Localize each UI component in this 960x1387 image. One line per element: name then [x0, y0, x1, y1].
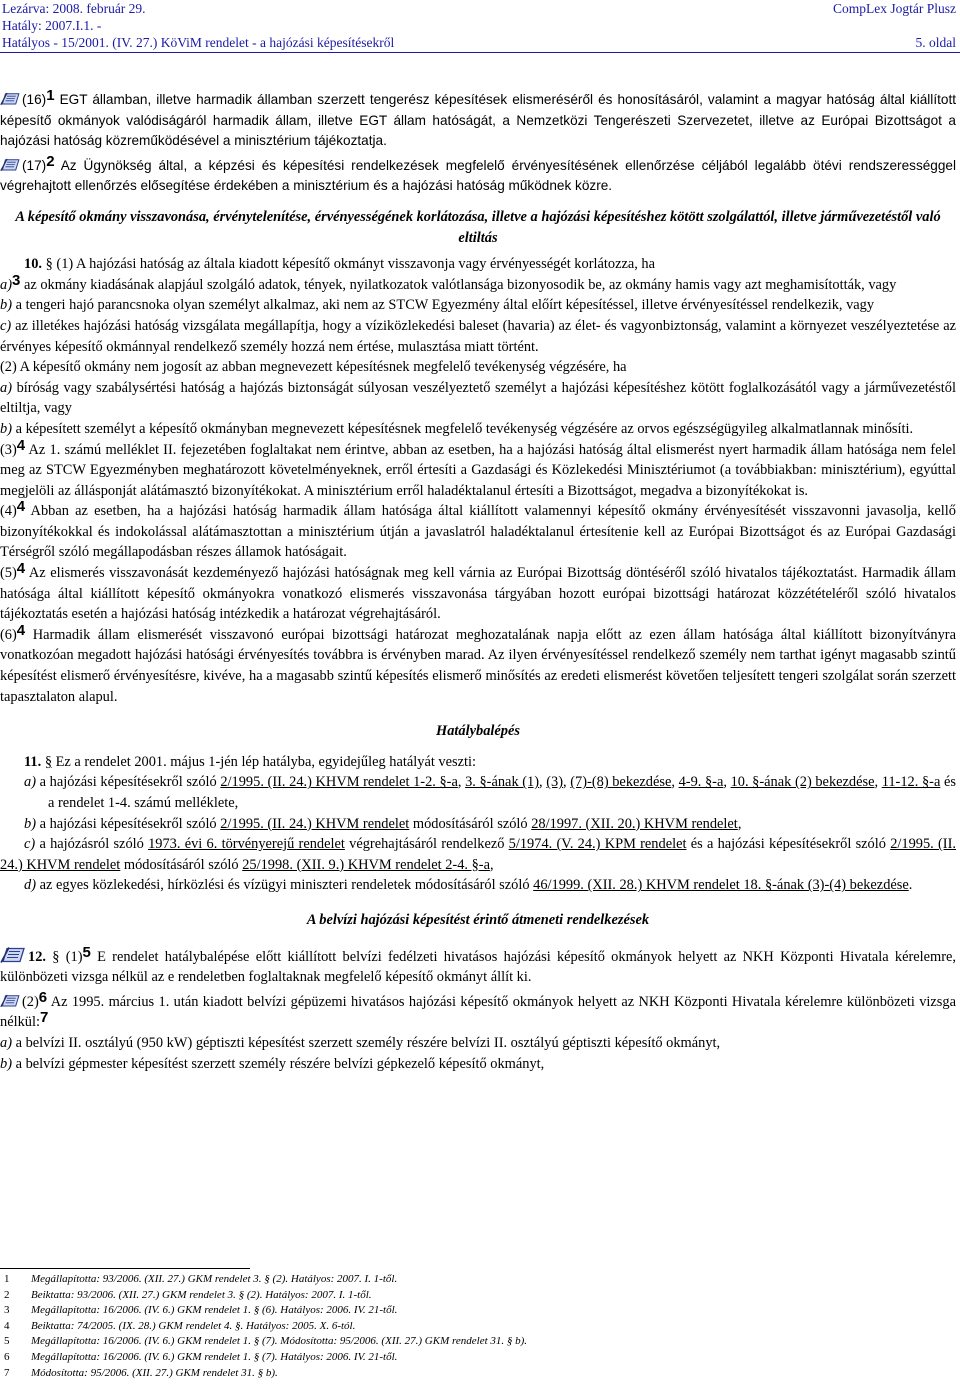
section-heading-transitional: A belvízi hajózási képesítést érintő átmeneti rendelkezések	[306, 911, 650, 928]
page-number: 5. oldal	[915, 35, 956, 50]
section-12-para-2: (2)6 Az 1995. március 1. után kiadott belvízi gépüzemi hivatásos hajózási képesítő okmányok helyett az NKH Központi Hivatala kérelemre különbözeti vizsga nélkül:7	[0, 988, 956, 1031]
paragraph-number: (17)	[22, 157, 47, 173]
footnotes	[0, 1272, 960, 1381]
law-link[interactable]: 4-9. §-a	[678, 774, 724, 791]
section-10-item-c: c) az illetékes hajózási hatóság vizsgálata megállapítja, hogy a víziközlekedési baleset (havaria) az élet- és vagyonbiztonság, valamint a környezet veszélyeztetése az érvényes képesítő okmánnyal rendelkező személy hozzá nem értése, mulasztása miatt történt.	[0, 317, 956, 355]
law-link[interactable]: 2/1995. (II. 24.) KHVM rendelet	[220, 815, 410, 832]
section-11-item-a: a) a hajózási képesítésekről szóló 2/1995. (II. 24.) KHVM rendelet 1-2. §-a, 3. §-ának (1), (3), (7)-(8) bekezdése, 4-9. §-a, 10. §-ának (2) bekezdése, 11-12. §-a és a rendelet 1-4. számú melléklete,	[24, 774, 956, 811]
paragraph-number: (16)	[22, 92, 47, 107]
footnote: 6 Megállapította: 16/2006. (IV. 6.) GKM rendelet 1. § (7). Hatályos: 2006. IV. 21-től.	[4, 1350, 398, 1363]
section-10-para-6: (6)4 Harmadik állam elismerését visszavonó európai bizottsági határozat meghozatalának napja előtt az ezen állam hatósága által kiállított bizonyítványra vonatkozóan megadott hajózási hatósági érvényesítés továbbra is érvényben marad. Az ilyen érvényesítéssel rendelkező személy nem tarthat igényt magasabb szintű képesítést elismerő érvényesítésre, kivéve, ha a magasabb szintű képesítés elismerő minősítés az eredeti elismerést követően teljesített tengeri szolgálat során szerzett tapasztalaton alapul.	[0, 621, 956, 705]
footnote: 4 Beiktatta: 74/2005. (IX. 28.) GKM rendelet 4. §. Hatályos: 2005. X. 6-tól.	[4, 1319, 356, 1332]
footnote: 1 Megállapította: 93/2006. (XII. 27.) GKM rendelet 3. § (2). Hatályos: 2007. I. 1-től.	[4, 1273, 398, 1285]
law-link[interactable]: 28/1997. (XII. 20.) KHVM rendelet	[531, 815, 738, 832]
footnote-divider	[0, 1268, 250, 1269]
section-10-item-b: b) a tengeri hajó parancsnoka olyan személyt alkalmaz, aki nem az STCW Egyezmény által előírt képesítéssel, illetve érvényesítéssel rendelkezik, vagy	[0, 297, 875, 314]
footnote-ref[interactable]: 4	[16, 560, 26, 578]
section-11-item-c: c) a hajózásról szóló 1973. évi 6. törvényerejű rendelet végrehajtásáról rendelkező 5/1974. (V. 24.) KPM rendelet és a hajózási képesítésekről szóló 2/1995. (II. 24.) KHVM rendelet módosításáról szóló 25/1998. (XII. 9.) KHVM rendelet 2-4. §-a,	[0, 836, 956, 873]
paragraph-17	[0, 152, 956, 197]
amendment-flag-icon[interactable]	[0, 945, 28, 964]
footnote-ref[interactable]: 1	[46, 87, 55, 104]
amendment-flag-icon[interactable]	[0, 993, 22, 1008]
paragraph-text: EGT államban, illetve harmadik államban szerzett tengerész képesítések elismeréséről és honosításáról, valamint a magyar hatóság által kiállított képesítő okmányok valódiságáról harmadik állam, illetve EGT állam hatóságát, a Nemzetközi Tengerészeti Szervezetet, illetve az Európai Bizottságot a hajózási hatóság közreműködésével a minisztérium tájékoztatja.	[0, 92, 956, 149]
document-body	[0, 87, 956, 1074]
law-link[interactable]: 10. §-ának (2) bekezdése	[730, 774, 875, 791]
law-link[interactable]: 2/1995. (II. 24.) KHVM rendelet 1-2. §-a	[220, 774, 458, 791]
footnote-ref[interactable]: 4	[16, 621, 26, 639]
law-link[interactable]: 3. §-ának (1)	[465, 774, 540, 791]
section-heading-effect: Hatálybalépés	[436, 723, 520, 740]
paragraph-text: Az Ügynökség által, a képzési és képesítési rendelkezések megfelelő érvényesítésének ellenőrzése céljából legalább ötévi rendszerességgel végrehajtott ellenőrzés elősegítése érdekében a minisztérium és a hajózási hatóság működnek közre.	[0, 157, 956, 194]
section-10-intro: 10. § (1) A hajózási hatóság az általa kiadott képesítő okmányt visszavonja vagy érvényességét korlátozza, ha	[24, 256, 656, 273]
footnote: 2 Beiktatta: 93/2006. (XII. 27.) GKM rendelet 3. § (2). Hatályos: 2007. I. 1-től.	[4, 1288, 372, 1301]
section-12-item-a: a) a belvízi II. osztályú (950 kW) géptiszti képesítést szerzett személy részére belvízi II. osztályú géptiszti képesítő okmányt,	[0, 1034, 721, 1051]
section-11-item-b: b) a hajózási képesítésekről szóló 2/1995. (II. 24.) KHVM rendelet módosításáról szóló 28/1997. (XII. 20.) KHVM rendelet,	[24, 815, 742, 832]
section-10-item-a: a)3 az okmány kiadásának alapjául szolgáló adatok, tények, nyilatkozatok valótlansága bizonyosodik be, az okmány hamis vagy azt meghamisították, vagy	[0, 271, 897, 293]
law-link[interactable]: 25/1998. (XII. 9.) KHVM rendelet 2-4. §-a	[242, 856, 490, 873]
law-link[interactable]: (3)	[546, 774, 564, 791]
section-10-para-4: (4)4 Abban az esetben, ha a hajózási hatóság harmadik állam hatósága által kiállított valamennyi képesítő okmány érvényesítését visszavonni javasolja, kellő bizonyítékokkal és indokolással alátámasztottan a minisztérium útján a javaslatról haladéktalanul értesítenie kell az Európai Bizottságot és az Európai Gazdasági Térségről szóló megállapodásban részes államok hatóságait.	[0, 498, 956, 561]
hataly-date: Hatály: 2007.I.1. -	[2, 18, 102, 33]
section-12-para-1: 12. § (1)5 E rendelet hatálybalépése előtt kiállított belvízi fedélzeti hivatásos hajózási képesítő okmányok helyett az NKH Központi Hivatala kérelemre, különbözeti vizsga nélkül az e rendeletben foglaltaknak megfelelő képesítő okmányt állít ki.	[0, 943, 956, 986]
page-header	[0, 0, 960, 52]
section-11-intro: 11. § Ez a rendelet 2001. május 1-jén lép hatályba, egyidejűleg hatályát veszti:	[24, 753, 476, 770]
law-link[interactable]: 46/1999. (XII. 28.) KHVM rendelet 18. §-ának (3)-(4) bekezdése	[533, 877, 909, 894]
amendment-flag-icon[interactable]	[0, 157, 22, 172]
section-11-item-d: d) az egyes közlekedési, hírközlési és vízügyi miniszteri rendeletek módosításáról szóló 46/1999. (XII. 28.) KHVM rendelet 18. §-ának (3)-(4) bekezdése.	[24, 877, 913, 894]
law-link[interactable]: 1973. évi 6. törvényerejű rendelet	[148, 836, 345, 853]
section-10-para-3: (3)4 Az 1. számú melléklet II. fejezetében foglaltakat nem érintve, abban az esetben, ha a hajózási hatóság által elismerést nyert harmadik állam hatósága nem felel meg az STCW Egyezményben meghatározott követelményeknek, erről értesíti a Gazdasági és Közlekedési Minisztériumot (a továbbiakban: minisztérium), egyúttal megjelöli az állásponját alátámasztó bizonyítékokat. A minisztérium erről haladéktalanul értesíti a Bizottságot, megadva a bizonyítékokat is.	[0, 436, 956, 499]
section-10-para-2-b: b) a képesített személyt a képesítő okmányban megnevezett képesítésnek megfelelő tevékenység végzésére az orvos egészségügyileg alkalmatlannak minősíti.	[0, 420, 914, 437]
footnote-ref[interactable]: 4	[16, 436, 26, 454]
section-10-para-2: (2) A képesítő okmány nem jogosít az abban megnevezett képesítésnek megfelelő tevékenység végzésére, ha	[0, 359, 627, 376]
footnote-ref[interactable]: 5	[82, 943, 91, 961]
brand-name: CompLex Jogtár Plusz	[833, 1, 956, 16]
footnote-ref[interactable]: 7	[39, 1009, 49, 1027]
lezarva-date: Lezárva: 2008. február 29.	[2, 1, 146, 16]
header-divider	[0, 52, 960, 53]
amendment-flag-icon[interactable]	[0, 91, 22, 106]
section-10-para-2-a: a) bíróság vagy szabálysértési hatóság a hajózás biztonságát súlyosan veszélyeztető személyt a hajózási képesítéshez kötött foglalkozásától vagy a járművezetéstől eltiltja, vagy	[0, 379, 956, 417]
footnote-ref[interactable]: 4	[16, 498, 26, 516]
law-link[interactable]: 2/1995. (II. 24.) KHVM rendelet	[0, 836, 956, 873]
law-link[interactable]: 11-12. §-a	[881, 774, 941, 791]
footnote-ref[interactable]: 3	[12, 271, 21, 289]
law-link[interactable]: 5/1974. (V. 24.) KPM rendelet	[508, 836, 687, 853]
law-link[interactable]: (7)-(8) bekezdése	[570, 774, 672, 791]
paragraph-16	[0, 87, 956, 152]
footnote-ref[interactable]: 2	[46, 152, 55, 170]
footnote: 5 Megállapította: 16/2006. (IV. 6.) GKM rendelet 1. § (7). Módosította: 95/2006. (XII. 27.) GKM rendelet 31. § b).	[4, 1335, 528, 1348]
document-title: Hatályos - 15/2001. (IV. 27.) KöViM rendelet - a hajózási képesítésekről	[2, 35, 395, 50]
section-sign-link[interactable]: §	[44, 753, 53, 770]
section-12-item-b: b) a belvízi gépmester képesítést szerzett személy részére belvízi gépkezelő képesítő okmányt,	[0, 1055, 545, 1072]
section-10-para-5: (5)4 Az elismerés visszavonását kezdeményező hajózási hatóságnak meg kell várnia az Európai Bizottság döntéséről szóló hivatalos tájékoztatást. Harmadik állam hatósága által kiállított képesítő okmányokra vonatkozó elismerés visszavonása tárgyában hozott európai bizottsági határozat közzétételéről szóló hivatalos tájékoztatás esetén a hajózási hatóság intézkedik a határozat végrehajtásáról.	[0, 560, 956, 623]
footnote: 3 Megállapította: 16/2006. (IV. 6.) GKM rendelet 1. § (6). Hatályos: 2006. IV. 21-től.	[4, 1304, 398, 1317]
footnote: 7 Módosította: 95/2006. (XII. 27.) GKM rendelet 31. § b).	[4, 1366, 278, 1379]
section-heading-revocation: A képesítő okmány visszavonása, érvénytelenítése, érvényességének korlátozása, illetve a hajózási képesítéshez kötött szolgálattól, illetve járművezetéstől való eltiltás	[15, 208, 941, 246]
footnote-ref[interactable]: 6	[38, 988, 48, 1006]
